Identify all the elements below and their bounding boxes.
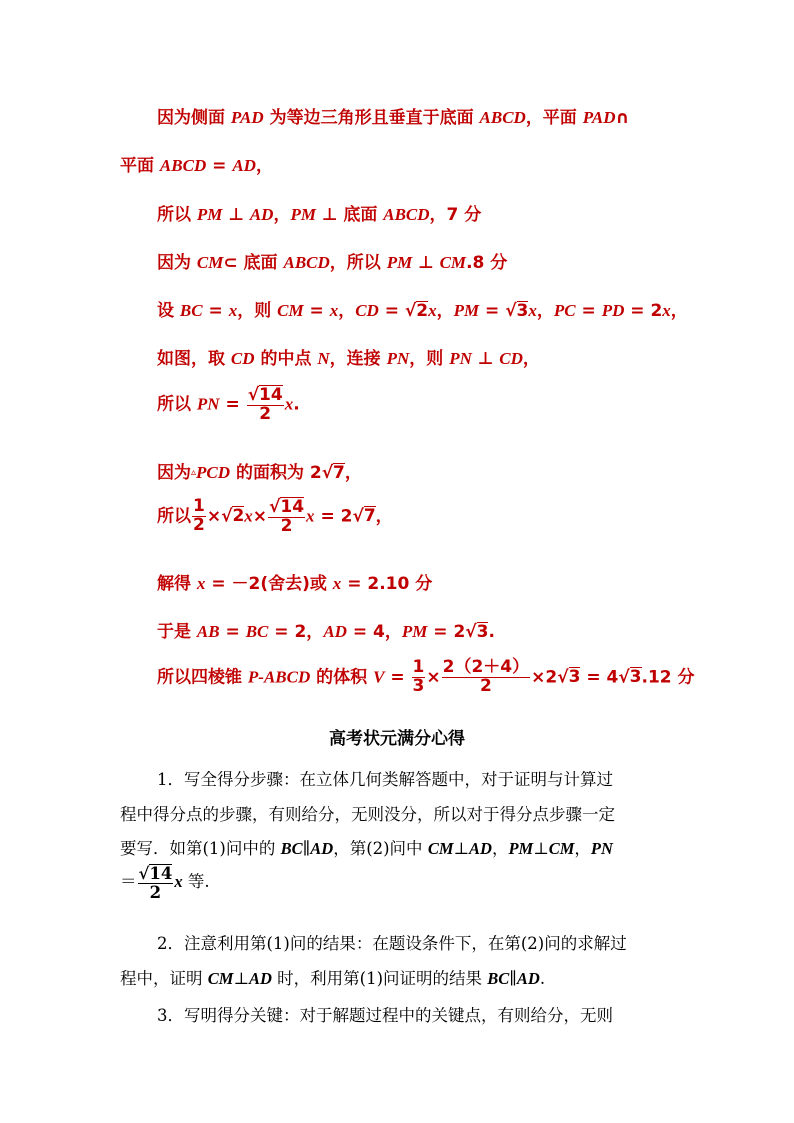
math-var: BC [280,839,303,858]
text: = 4 [580,667,619,688]
times-sign: × [206,506,222,527]
tip-2-line-1: 2．注意利用第(1)问的结果：在题设条件下，在第(2)问的求解过 [157,934,627,953]
sqrt-sign: √ [321,463,334,483]
sqrt-sign: √ [352,506,364,527]
tip-2-line-2 [120,965,545,989]
tip-1-line-3 [120,835,613,859]
math-var: CM [207,969,234,988]
math-var: PN [449,349,472,368]
times-sign: × [426,667,441,688]
solution-line-3 [157,200,481,225]
text: = [378,301,405,321]
text: ×2 [531,667,558,688]
text: ， [491,839,509,858]
text: ，第(2)问中 [333,839,428,858]
tip-1-line-4 [120,864,210,901]
text: 平面 [120,156,160,176]
sqrt-sign: √ [221,506,233,527]
math-var: x [332,574,342,593]
fraction [192,498,206,535]
math-var: x [244,506,253,526]
triangle-icon: ▵ [191,467,197,478]
math-var: CM [277,301,304,320]
text: 时，利用第(1)问证明的结果 [271,969,488,988]
math-var: PM [386,253,413,272]
math-var: PM [453,301,480,320]
math-var: PAD [230,108,264,127]
tip-1-line-1: 1．写全得分步骤：在立体几何类解答题中，对于证明与计算过 [157,770,613,789]
math-var: PN [386,349,410,368]
math-var: BC [245,622,269,641]
math-var: PM [196,205,223,224]
text: = 2 [624,301,663,321]
text: = 2.10 分 [341,574,433,594]
math-var: AD [516,969,540,988]
text: = [219,622,246,642]
text: 于是 [157,622,197,642]
math-var: PC [553,301,576,320]
math-var: x [662,301,671,320]
fraction-numerator [247,385,284,406]
text: = [384,667,411,688]
math-var: V [373,667,385,687]
math-var: x [306,506,315,526]
text: = [575,301,602,321]
text: = 2 [314,506,353,527]
text: ⊥ [471,349,500,369]
text: 因为侧面 [157,108,231,128]
tip-3-line-1: 3．写明得分关键：对于解题过程中的关键点，有则给分，无则 [157,1006,613,1025]
fraction-numerator [138,864,174,884]
math-var: ABCD [159,156,207,175]
text: = 2， [268,622,324,642]
math-var: PD [601,301,625,320]
text: ，则 [237,301,278,321]
math-var: PCD [196,463,231,482]
solution-line-7 [157,385,300,424]
text: ∥ [302,839,311,858]
text: ，7 分 [429,205,482,225]
math-var: CD [230,349,255,368]
text: ⊥ [412,253,440,273]
math-var: PM [401,622,428,641]
math-var: ABCD [283,253,330,272]
math-var: CM [427,839,454,858]
text: 等. [182,872,210,892]
text: ， [273,205,291,225]
text: 的面积为 2 [230,463,322,483]
text: 的体积 [310,667,374,688]
math-var: x [174,872,183,892]
text: = 2 [427,622,466,642]
solution-line-4 [157,248,507,273]
math-var: x [528,301,537,320]
math-var: BC [179,301,203,320]
math-var: CD [499,349,523,368]
text: = [219,394,246,415]
text: . [539,969,546,988]
math-var: AD [249,205,274,224]
fraction-denominator: 2 [149,883,162,903]
sqrt-radicand: 2 [232,506,245,527]
solution-line-1 [157,103,629,128]
text: . [488,622,495,642]
sqrt-radicand: 7 [333,463,345,483]
sqrt-radicand: 3 [476,622,489,642]
solution-line-2 [120,151,273,176]
solution-line-11 [157,617,495,642]
fraction-denominator: 2 [479,675,492,696]
fraction [268,497,305,536]
math-var: PM [508,839,534,858]
fraction-denominator: 2 [193,514,205,535]
sqrt-radicand: 2 [416,301,429,321]
text: = －2(舍去)或 [205,574,333,594]
math-var: CD [355,301,379,320]
text: = 4， [346,622,402,642]
text: = [202,301,229,321]
text: ，连接 [329,349,387,369]
sqrt-radicand: 14 [149,864,173,883]
sqrt-radicand: 14 [280,497,305,517]
math-var: PN [196,394,220,414]
math-var: PN [590,839,613,858]
math-var: x [284,394,294,414]
text: ， [344,463,362,483]
sqrt-sign: √ [618,667,630,688]
text: = [303,301,330,321]
math-var: PM [290,205,316,224]
fraction [442,659,531,696]
tip-1-line-2: 程中得分点的步骤，有则给分，无则没分，所以对于得分点步骤一定 [120,805,615,824]
fraction-numerator: 1 [412,657,425,677]
text: = [206,156,233,176]
solution-line-9 [157,497,393,536]
math-var: PAD [582,108,616,127]
solution-line-8 [157,458,362,483]
solution-line-12 [157,659,695,696]
text: ∥ [509,969,517,988]
text: .12 分 [641,667,695,688]
sqrt-sign: √ [465,622,477,642]
text: ⊥ [533,839,549,858]
sqrt-radicand: 3 [516,301,529,321]
text: ⊥ 底面 [315,205,384,225]
fraction-denominator: 2 [259,403,272,424]
sqrt-radicand: 7 [363,506,376,527]
math-var: AD [323,622,347,641]
fraction-denominator: 3 [412,675,425,696]
section-heading: 高考状元满分心得 [329,729,465,749]
solution-line-6 [157,344,540,369]
text: ，平面 [525,108,583,128]
text: 因为 [157,463,191,483]
fraction [247,385,284,424]
math-var: AD [469,839,492,858]
text: 的中点 [254,349,318,369]
math-var: AD [232,156,256,175]
text: 设 [157,301,180,321]
text: 解得 [157,574,197,594]
math-var: BC [487,969,510,988]
sqrt-radicand: 14 [259,385,283,405]
sqrt-sign: √ [247,385,260,405]
text: ， [536,301,554,321]
fraction-numerator [268,497,305,518]
math-var: AD [310,839,334,858]
solution-line-5 [157,296,688,321]
text: 因为 [157,253,197,273]
text: ⊥ [233,969,249,988]
text: ⊂ 底面 [223,253,284,273]
text: 所以四棱锥 [157,667,248,688]
text: ， [522,349,540,369]
text: ， [670,301,688,321]
solution-line-10 [157,569,432,594]
fraction-numerator: 2（2＋4） [442,657,530,677]
text: .8 分 [466,253,508,273]
math-var: x [428,301,437,320]
math-var: P-ABCD [247,667,311,687]
text: ，所以 [329,253,387,273]
text: 所以 [157,394,197,415]
fraction-numerator: 1 [193,496,205,516]
math-var: ABCD [383,205,430,224]
math-var: CM [439,253,467,272]
text: 如图，取 [157,349,231,369]
sqrt-sign: √ [138,864,150,883]
math-var: CM [196,253,224,272]
fraction [138,864,174,901]
text: ⊥ [222,205,250,225]
text: ⊥ [453,839,470,858]
math-var: x [329,301,339,320]
math-var: AB [196,622,220,641]
text: 所以 [157,506,191,527]
text: . [293,394,300,415]
fraction [412,659,426,696]
text: ，则 [409,349,450,369]
sqrt-radicand: 3 [629,667,642,688]
text: ， [255,156,273,176]
text: ， [375,506,393,527]
math-var: N [317,349,330,368]
sqrt-sign: √ [505,301,517,321]
text: 为等边三角形且垂直于底面 [263,108,480,128]
math-var: ABCD [479,108,526,127]
text: 所以 [157,205,197,225]
text: ＝ [120,872,137,892]
math-var: x [196,574,206,593]
text: 程中，证明 [120,969,208,988]
text: ∩ [615,108,630,128]
times-sign: × [252,506,268,527]
sqrt-sign: √ [557,667,569,688]
text: ， [436,301,454,321]
text: ， [338,301,356,321]
sqrt-sign: √ [269,497,281,517]
text: 要写．如第(1)问中的 [120,839,281,858]
math-var: CM [548,839,575,858]
math-var: x [228,301,238,320]
sqrt-sign: √ [404,301,417,321]
fraction-denominator: 2 [280,515,293,536]
math-var: AD [248,969,272,988]
text: ， [574,839,591,858]
sqrt-radicand: 3 [568,667,581,688]
text: = [479,301,506,321]
